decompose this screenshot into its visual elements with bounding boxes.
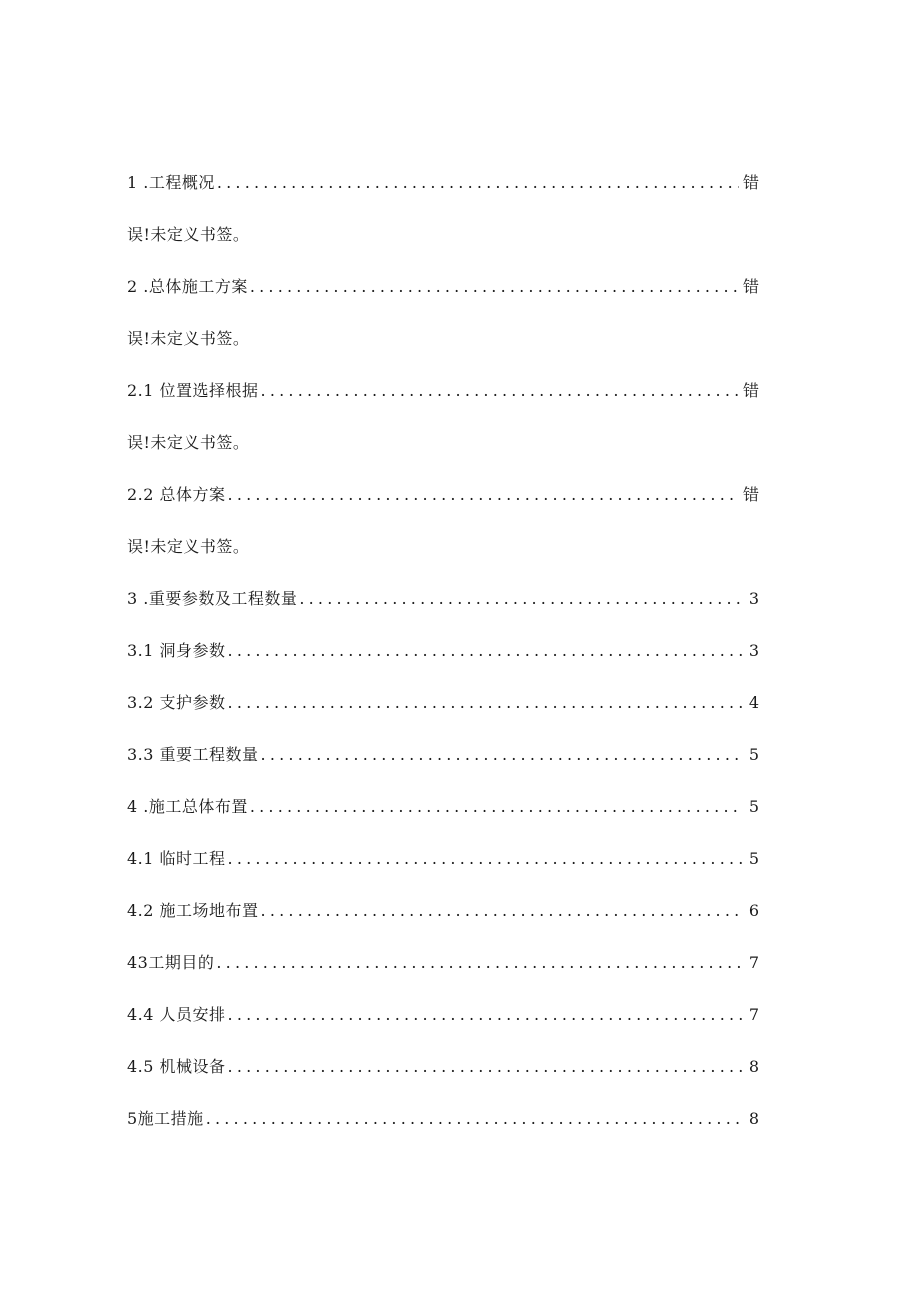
toc-entry-page: 错 — [742, 485, 759, 504]
toc-dot-leader — [250, 276, 739, 298]
toc-entry-label: 5施工措施 — [127, 1109, 204, 1128]
toc-dot-leader — [217, 172, 739, 194]
toc-entry-label: 2.1 位置选择根据 — [127, 381, 259, 400]
toc-entry-continuation: 误!未定义书签。 — [127, 537, 250, 556]
toc-dot-leader — [228, 484, 739, 506]
toc-entry-continuation: 误!未定义书签。 — [127, 433, 250, 452]
toc-entry-page: 错 — [742, 173, 759, 192]
toc-dot-leader — [261, 380, 739, 402]
toc-entry-page: 错 — [742, 277, 759, 296]
toc-entry-label: 4.1 临时工程 — [127, 849, 226, 868]
toc-entry[interactable] — [127, 662, 759, 714]
toc-entry[interactable] — [127, 922, 759, 974]
toc-entry[interactable] — [127, 766, 759, 818]
toc-dot-leader — [206, 1108, 743, 1130]
toc-entry-page: 3 — [748, 641, 759, 660]
toc-dot-leader — [299, 588, 743, 610]
toc-entry-label: 4 .施工总体布置 — [127, 797, 248, 816]
toc-entry[interactable] — [127, 714, 759, 766]
toc-entry-page: 3 — [748, 589, 759, 608]
toc-dot-leader — [228, 1004, 743, 1026]
toc-entry[interactable] — [127, 172, 759, 194]
toc-entry[interactable] — [127, 974, 759, 1026]
toc-entry-label: 3.2 支护参数 — [127, 693, 226, 712]
toc-entry-page: 5 — [748, 797, 759, 816]
toc-entry-page: 7 — [748, 1005, 759, 1024]
toc-entry-page: 7 — [748, 953, 759, 972]
toc-dot-leader — [261, 744, 743, 766]
toc-dot-leader — [228, 1056, 743, 1078]
toc-dot-leader — [250, 796, 743, 818]
toc-entry-page: 5 — [748, 849, 759, 868]
toc-entry-page: 8 — [748, 1057, 759, 1076]
toc-entry-label: 3.1 洞身参数 — [127, 641, 226, 660]
toc-entry-label: 2.2 总体方案 — [127, 485, 226, 504]
toc-dot-leader — [228, 692, 743, 714]
toc-entry-label: 3.3 重要工程数量 — [127, 745, 259, 764]
toc-entry[interactable] — [127, 246, 759, 298]
toc-entry[interactable] — [127, 610, 759, 662]
toc-entry-page: 错 — [742, 381, 759, 400]
toc-entry[interactable] — [127, 454, 759, 506]
toc-entry-label: 3 .重要参数及工程数量 — [127, 589, 298, 608]
toc-entry[interactable] — [127, 1078, 759, 1130]
toc-entry-page: 6 — [748, 901, 759, 920]
toc-dot-leader — [261, 900, 743, 922]
toc-entry-page: 4 — [748, 693, 759, 712]
toc-entry[interactable] — [127, 818, 759, 870]
table-of-contents — [127, 172, 759, 1130]
toc-entry-page: 5 — [748, 745, 759, 764]
toc-entry[interactable] — [127, 1026, 759, 1078]
toc-entry-continuation: 误!未定义书签。 — [127, 329, 250, 348]
toc-entry-label: 4.4 人员安排 — [127, 1005, 226, 1024]
toc-dot-leader — [228, 640, 743, 662]
toc-entry-label: 4.5 机械设备 — [127, 1057, 226, 1076]
toc-entry-continuation: 误!未定义书签。 — [127, 225, 250, 244]
toc-entry-label: 2 .总体施工方案 — [127, 277, 248, 296]
toc-entry[interactable] — [127, 350, 759, 402]
toc-entry[interactable] — [127, 558, 759, 610]
toc-entry-label: 43工期目的 — [127, 953, 215, 972]
toc-entry-page: 8 — [748, 1109, 759, 1128]
toc-dot-leader — [216, 952, 743, 974]
toc-entry-label: 1 .工程概况 — [127, 173, 215, 192]
toc-entry[interactable] — [127, 870, 759, 922]
toc-dot-leader — [228, 848, 743, 870]
toc-entry-label: 4.2 施工场地布置 — [127, 901, 259, 920]
